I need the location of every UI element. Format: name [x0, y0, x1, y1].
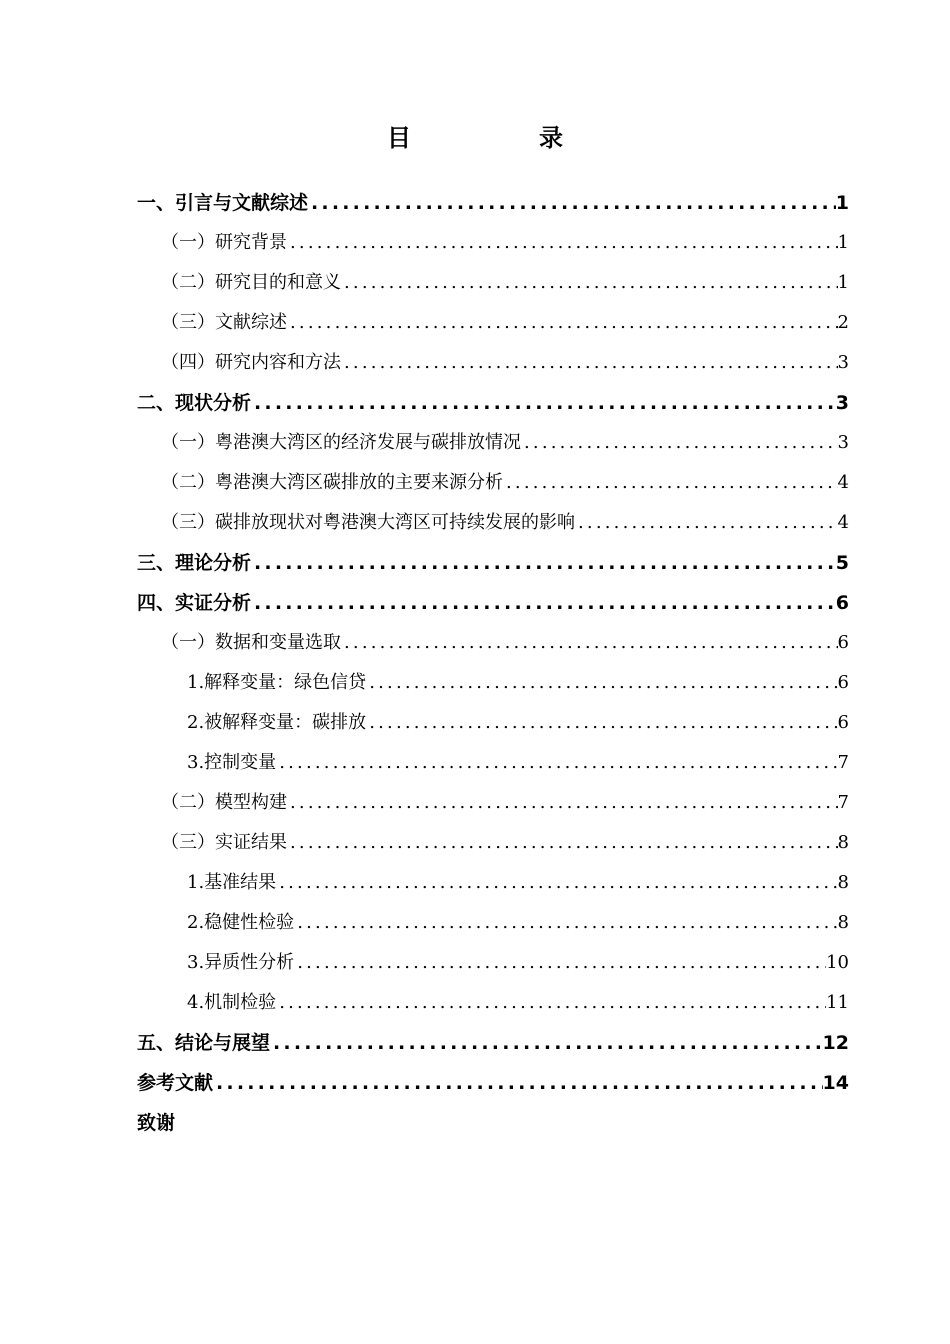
- toc-leader-dots: [251, 583, 836, 623]
- toc-entry[interactable]: [137, 1063, 849, 1103]
- toc-entry[interactable]: [137, 343, 849, 383]
- toc-entry[interactable]: [137, 263, 849, 303]
- toc-page-number: 6: [837, 672, 849, 693]
- toc-leader-dots: [294, 943, 826, 983]
- toc-entry[interactable]: [137, 663, 849, 703]
- toc-page-number: 1: [835, 192, 849, 214]
- toc-page-number: 8: [837, 872, 849, 893]
- toc-leader-dots: [341, 263, 838, 303]
- toc-entry-label: 3.异质性分析: [187, 952, 295, 973]
- toc-entry[interactable]: [137, 743, 849, 783]
- page-title: 目 录: [387, 124, 615, 152]
- toc-entry-label: 致谢: [137, 1112, 176, 1134]
- toc-page-number: 8: [837, 912, 849, 933]
- toc-entry-label: （二）粤港澳大湾区碳排放的主要来源分析: [161, 472, 503, 493]
- toc-page-number: 6: [837, 632, 849, 653]
- toc-entry[interactable]: [137, 983, 849, 1023]
- toc-entry-label: 五、结论与展望: [137, 1032, 271, 1054]
- toc-leader-dots: [270, 1023, 823, 1063]
- toc-leader-dots: [308, 183, 836, 223]
- toc-leader-dots: [294, 903, 837, 943]
- toc-entry[interactable]: [137, 463, 849, 503]
- toc-page-number: 1: [837, 272, 849, 293]
- toc-page-number: 4: [837, 512, 849, 533]
- toc-entry[interactable]: [137, 863, 849, 903]
- toc-entry-label: （二）研究目的和意义: [161, 272, 341, 293]
- toc-entry-label: 1.解释变量：绿色信贷: [187, 672, 367, 693]
- toc-leader-dots: [276, 743, 837, 783]
- toc-page-number: 7: [837, 792, 849, 813]
- toc-leader-dots: [503, 463, 838, 503]
- toc-leader-dots: [575, 503, 838, 543]
- toc-page-number: 3: [835, 392, 849, 414]
- toc-entry-label: （三）实证结果: [161, 832, 287, 853]
- toc-entry-label: 二、现状分析: [137, 392, 252, 414]
- toc-leader-dots: [276, 863, 837, 903]
- toc-entry-label: 一、引言与文献综述: [137, 192, 309, 214]
- toc-page-number: 3: [837, 352, 849, 373]
- toc-entry-label: 参考文献: [137, 1072, 214, 1094]
- toc-page-number: 6: [837, 712, 849, 733]
- toc-entry[interactable]: [137, 943, 849, 983]
- toc-entry[interactable]: [137, 623, 849, 663]
- toc-entry-label: （二）模型构建: [161, 792, 287, 813]
- toc-entry-label: （四）研究内容和方法: [161, 352, 341, 373]
- toc-entry-label: （三）文献综述: [161, 312, 287, 333]
- toc-page-number: 11: [826, 992, 849, 1013]
- toc-entry-label: 4.机制检验: [187, 992, 277, 1013]
- toc-leader-dots: [366, 703, 837, 743]
- toc-leader-dots: [251, 383, 836, 423]
- toc-entry-label: 2.被解释变量：碳排放: [187, 712, 367, 733]
- toc-entry[interactable]: [137, 303, 849, 343]
- toc-entry[interactable]: [137, 183, 849, 223]
- toc-page-number: 12: [822, 1032, 849, 1054]
- toc-page-number: 3: [837, 432, 849, 453]
- toc-page-number: 1: [837, 232, 849, 253]
- toc-entry[interactable]: [137, 703, 849, 743]
- toc-entry[interactable]: [137, 503, 849, 543]
- toc-entry-label: （三）碳排放现状对粤港澳大湾区可持续发展的影响: [161, 512, 575, 533]
- toc-page-number: 6: [835, 592, 849, 614]
- toc-entry[interactable]: [137, 383, 849, 423]
- toc-leader-dots: [213, 1063, 823, 1103]
- toc-entry-label: （一）粤港澳大湾区的经济发展与碳排放情况: [161, 432, 521, 453]
- toc-entry-label: 2.稳健性检验: [187, 912, 295, 933]
- toc-leader-dots: [341, 343, 838, 383]
- toc-page-number: 5: [835, 552, 849, 574]
- toc-entry[interactable]: [137, 423, 849, 463]
- toc-leader-dots: [251, 543, 836, 583]
- toc-leader-dots: [287, 823, 838, 863]
- toc-leader-dots: [341, 623, 838, 663]
- toc-page-number: 7: [837, 752, 849, 773]
- toc-entry-label: （一）研究背景: [161, 232, 287, 253]
- toc-entry-label: 四、实证分析: [137, 592, 252, 614]
- toc-entry[interactable]: [137, 783, 849, 823]
- toc-leader-dots: [521, 423, 838, 463]
- table-of-contents: [137, 183, 849, 1143]
- toc-entry-label: 3.控制变量: [187, 752, 277, 773]
- toc-entry[interactable]: [137, 543, 849, 583]
- toc-entry[interactable]: [137, 903, 849, 943]
- toc-leader-dots: [287, 223, 838, 263]
- toc-entry[interactable]: [137, 823, 849, 863]
- toc-leader-dots: [276, 983, 826, 1023]
- toc-entry-label: 1.基准结果: [187, 872, 277, 893]
- toc-entry[interactable]: [137, 583, 849, 623]
- toc-leader-dots: [287, 783, 838, 823]
- toc-page-number: 4: [837, 472, 849, 493]
- toc-page-number: 8: [837, 832, 849, 853]
- toc-page-number: 2: [837, 312, 849, 333]
- toc-entry-label: （一）数据和变量选取: [161, 632, 341, 653]
- toc-page-number: 10: [826, 952, 849, 973]
- toc-entry[interactable]: [137, 223, 849, 263]
- toc-leader-dots: [366, 663, 837, 703]
- toc-page-number: 14: [822, 1072, 849, 1094]
- toc-entry[interactable]: [137, 1023, 849, 1063]
- toc-leader-dots: [287, 303, 838, 343]
- toc-entry-label: 三、理论分析: [137, 552, 252, 574]
- toc-entry[interactable]: [137, 1103, 849, 1143]
